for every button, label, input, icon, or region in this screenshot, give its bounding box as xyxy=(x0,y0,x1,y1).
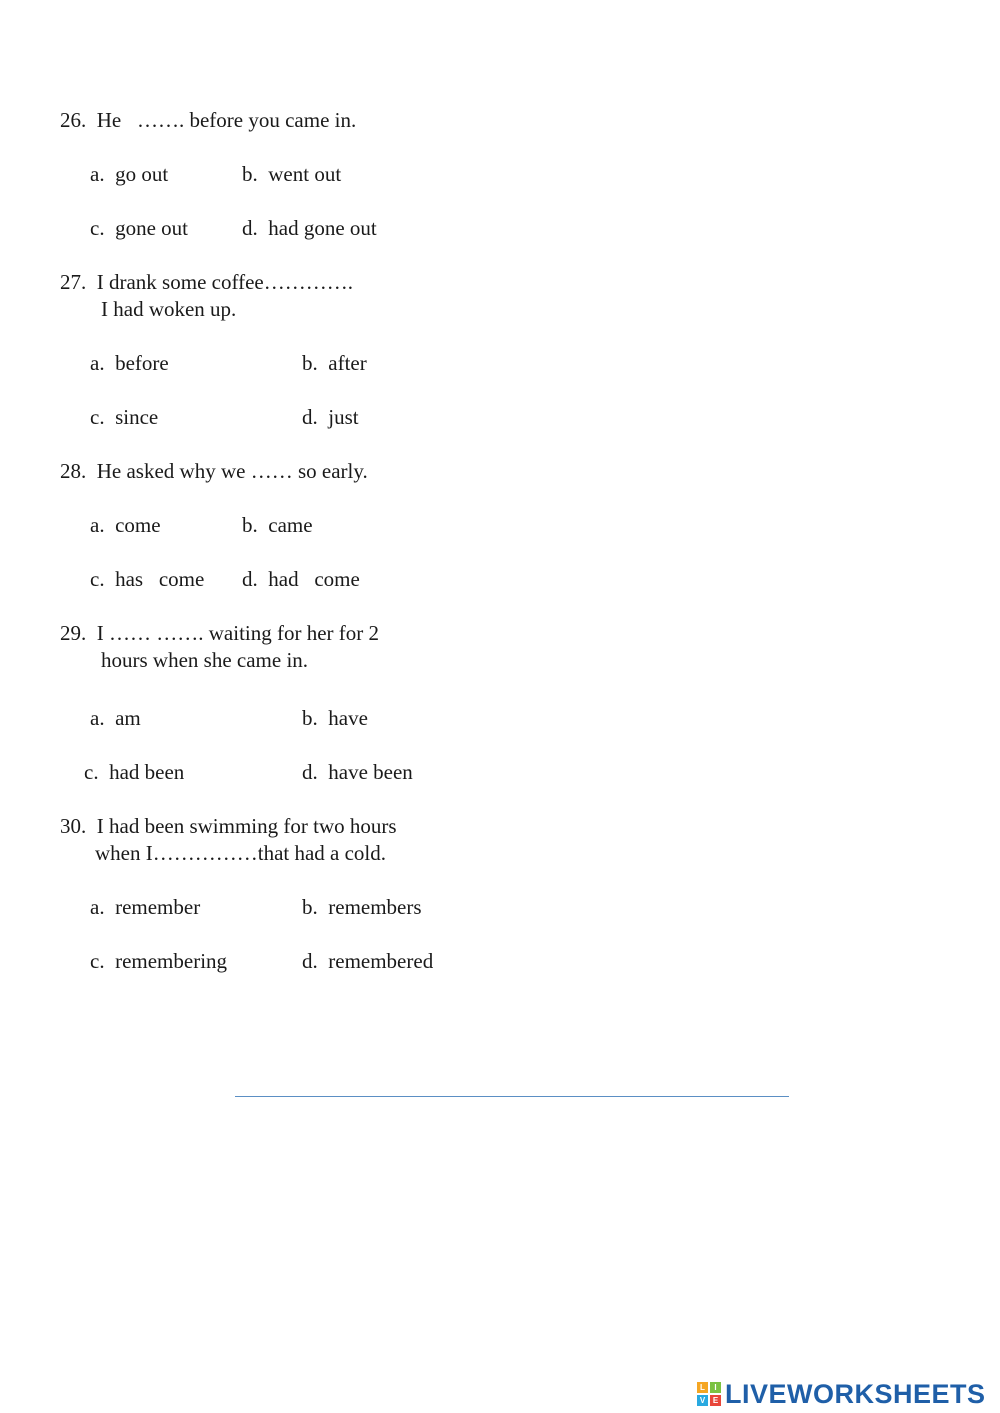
question-30-option-d[interactable]: d. remembered xyxy=(302,949,434,973)
logo-mark-tile-e: E xyxy=(710,1395,721,1406)
question-30-option-b[interactable]: b. remembers xyxy=(302,895,422,919)
question-30-stem-continued: when I……………that had a cold. xyxy=(95,841,387,865)
question-28-option-b[interactable]: b. came xyxy=(242,513,313,537)
question-26-option-d[interactable]: d. had gone out xyxy=(242,216,377,240)
question-28-stem: 28. He asked why we …… so early. xyxy=(60,459,368,483)
question-27-option-c[interactable]: c. since xyxy=(90,405,159,429)
question-29-option-b[interactable]: b. have xyxy=(302,706,368,730)
question-30-option-c[interactable]: c. remembering xyxy=(90,949,228,973)
question-26-option-b[interactable]: b. went out xyxy=(242,162,342,186)
question-27-option-d[interactable]: d. just xyxy=(302,405,359,429)
question-29-option-d[interactable]: d. have been xyxy=(302,760,413,784)
question-29-option-c[interactable]: c. had been xyxy=(84,760,185,784)
question-28-option-c[interactable]: c. has come xyxy=(90,567,205,591)
logo-text: LIVEWORKSHEETS xyxy=(725,1378,986,1409)
logo-mark-tile-i: I xyxy=(710,1382,721,1393)
logo-mark-tile-l: L xyxy=(697,1382,708,1393)
question-27-stem: 27. I drank some coffee…………. xyxy=(60,270,353,294)
question-29-option-a[interactable]: a. am xyxy=(90,706,141,730)
section-divider xyxy=(235,1096,789,1097)
question-30-option-a[interactable]: a. remember xyxy=(90,895,201,919)
question-26-stem: 26. He ……. before you came in. xyxy=(60,108,357,132)
question-29-stem-continued: hours when she came in. xyxy=(101,648,309,672)
question-28-option-d[interactable]: d. had come xyxy=(242,567,360,591)
question-29-stem: 29. I …… ……. waiting for her for 2 xyxy=(60,621,380,645)
question-28-option-a[interactable]: a. come xyxy=(90,513,161,537)
question-27-option-b[interactable]: b. after xyxy=(302,351,367,375)
question-27-stem-continued: I had woken up. xyxy=(101,297,237,321)
question-27-option-a[interactable]: a. before xyxy=(90,351,169,375)
question-30-stem: 30. I had been swimming for two hours xyxy=(60,814,397,838)
logo-mark-tile-v: V xyxy=(697,1395,708,1406)
liveworksheets-logo xyxy=(697,1379,986,1409)
liveworksheets-logo-icon xyxy=(697,1382,721,1406)
question-26-option-a[interactable]: a. go out xyxy=(90,162,169,186)
question-26-option-c[interactable]: c. gone out xyxy=(90,216,188,240)
